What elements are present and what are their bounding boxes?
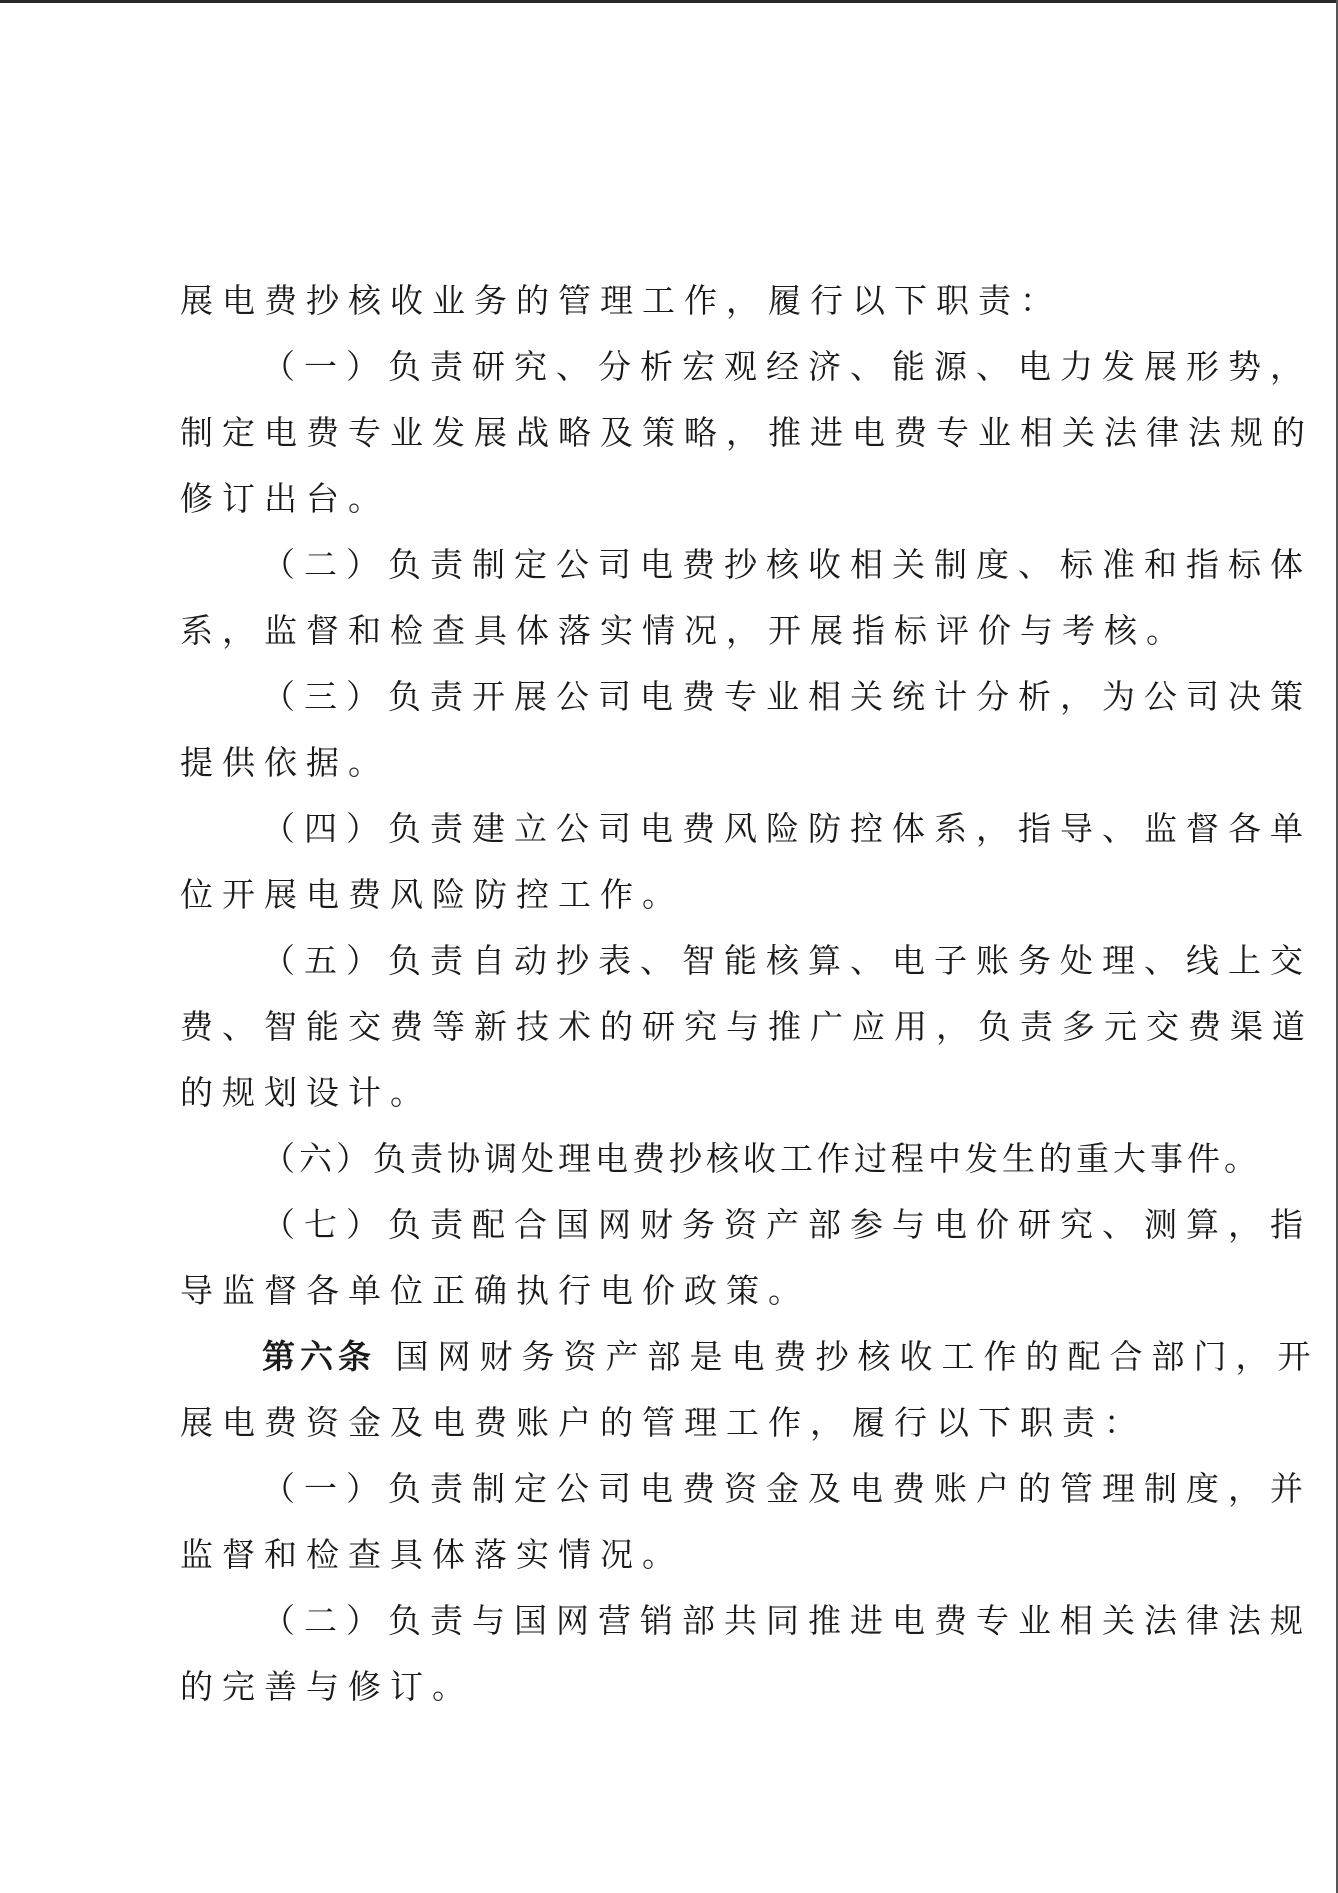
paragraph-continuation: [180, 268, 1160, 334]
paragraph-item-7: [180, 1192, 1312, 1324]
text-line: （二）负责制定公司电费抄核收相关制度、标准和指标体: [262, 545, 1312, 584]
text-line: （七）负责配合国网财务资产部参与电价研究、测算，指: [262, 1205, 1312, 1244]
text-line: （一）负责研究、分析宏观经济、能源、电力发展形势，: [262, 347, 1312, 386]
text-line: （一）负责制定公司电费资金及电费账户的管理制度，并: [262, 1469, 1312, 1508]
paragraph-item-5: [180, 928, 1314, 1126]
paragraph-item-1b: [180, 1456, 1312, 1588]
page-top-border: [0, 0, 1338, 3]
article-heading: 第六条: [262, 1337, 376, 1376]
text-line: 展电费资金及电费账户的管理工作，履行以下职责：: [180, 1403, 1146, 1442]
text-line: 修订出台。: [180, 479, 390, 518]
text-line: 监督和检查具体落实情况。: [180, 1535, 684, 1574]
text-line: （三）负责开展公司电费专业相关统计分析，为公司决策: [262, 677, 1312, 716]
article-text: 国网财务资产部是电费抄核收工作的配合部门，开: [395, 1337, 1320, 1376]
text-line: （五）负责自动抄表、智能核算、电子账务处理、线上交: [262, 941, 1312, 980]
paragraph-item-3: [180, 664, 1312, 796]
text-line: 提供依据。: [180, 743, 390, 782]
paragraph-item-6: [180, 1126, 1261, 1192]
text-line: 制定电费专业发展战略及策略，推进电费专业相关法律法规的: [180, 413, 1314, 452]
article-six-paragraph: [180, 1324, 1320, 1456]
text-line: [180, 1324, 1320, 1390]
paragraph-item-2b: [180, 1588, 1312, 1720]
text-line: 展电费抄核收业务的管理工作，履行以下职责：: [180, 281, 1062, 320]
text-line: 导监督各单位正确执行电价政策。: [180, 1271, 810, 1310]
text-line: 的完善与修订。: [180, 1667, 474, 1706]
text-line: 的规划设计。: [180, 1073, 432, 1112]
text-line: 位开展电费风险防控工作。: [180, 875, 684, 914]
text-line: （六）负责协调处理电费抄核收工作过程中发生的重大事件。: [262, 1139, 1261, 1178]
paragraph-item-1: [180, 334, 1314, 532]
text-line: 费、智能交费等新技术的研究与推广应用，负责多元交费渠道: [180, 1007, 1314, 1046]
text-line: 系，监督和检查具体落实情况，开展指标评价与考核。: [180, 611, 1188, 650]
paragraph-item-2: [180, 532, 1312, 664]
document-body: [180, 268, 1320, 1720]
text-line: （二）负责与国网营销部共同推进电费专业相关法律法规: [262, 1601, 1312, 1640]
paragraph-item-4: [180, 796, 1312, 928]
text-line: （四）负责建立公司电费风险防控体系，指导、监督各单: [262, 809, 1312, 848]
